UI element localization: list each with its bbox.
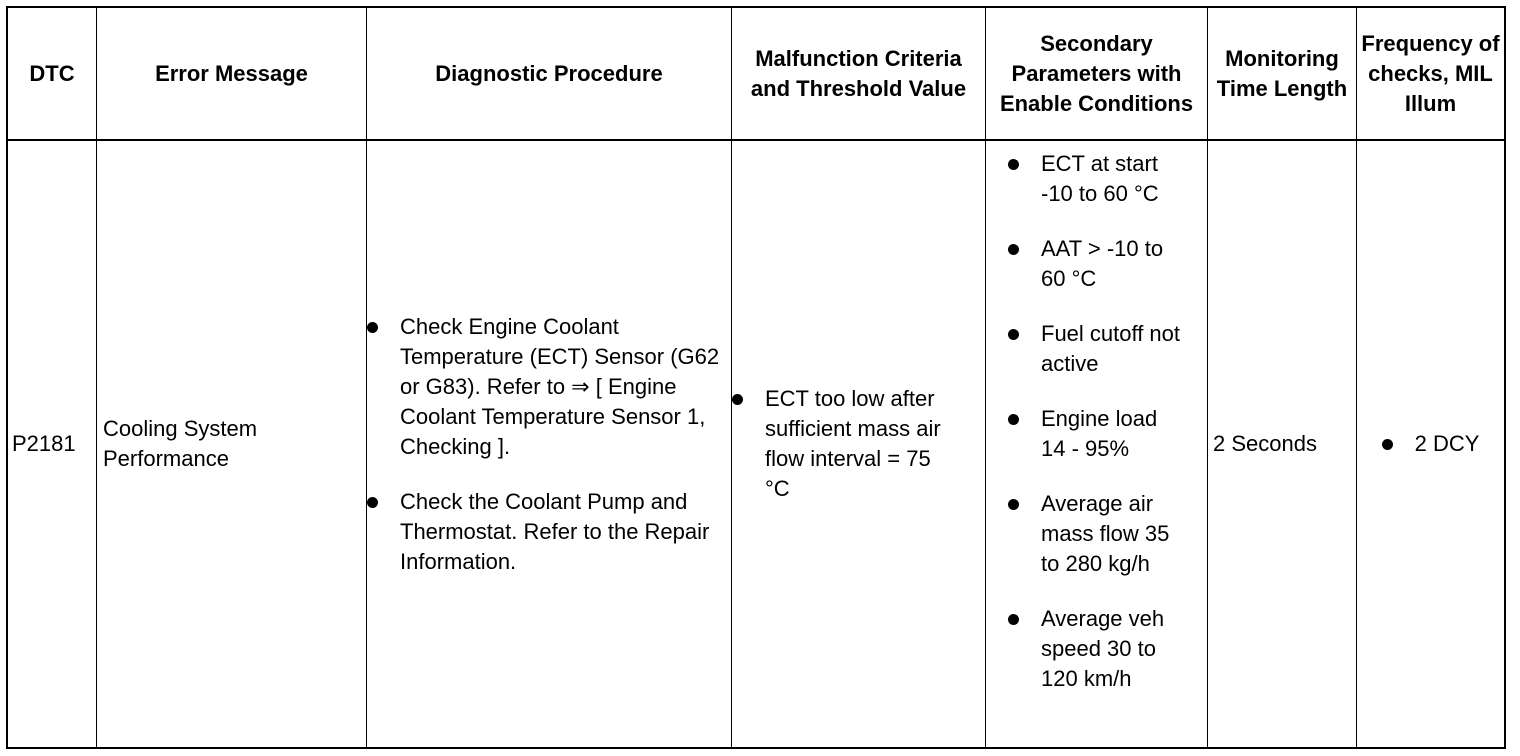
header-monitoring-time: Monitoring Time Length [1208,8,1357,139]
secondary-parameter: Average veh speed 30 to 120 km/h [1041,606,1165,691]
bullet-icon [1008,329,1019,340]
header-frequency: Frequency of checks, MIL Illum [1361,30,1500,116]
secondary-parameter: Average air mass flow 35 to 280 kg/h [1041,491,1170,576]
dtc-code: P2181 [12,431,76,456]
header-secondary-parameters: Secondary Parameters with Enable Conditions [986,8,1208,139]
secondary-parameters-cell [986,141,1208,747]
list-item [367,312,731,462]
header-error-message: Error Message [97,8,367,139]
bullet-icon [1008,244,1019,255]
list-item [1008,489,1171,579]
list-item [1008,604,1171,694]
bullet-icon [1008,614,1019,625]
secondary-parameter: Fuel cutoff not active [1041,321,1181,376]
monitoring-time-cell [1208,141,1357,747]
diagnostic-procedure-list [367,312,731,577]
bullet-icon [1008,159,1019,170]
list-item [1008,404,1171,464]
header-dtc: DTC [8,8,97,139]
monitoring-time: 2 Seconds [1213,431,1317,456]
bullet-icon [367,497,378,508]
bullet-icon [732,394,743,405]
bullet-icon [1008,499,1019,510]
bullet-icon [367,322,378,333]
dtc-table [6,6,1506,749]
bullet-icon [1008,414,1019,425]
frequency-cell [1357,141,1504,747]
diagnostic-step: Check the Coolant Pump and Thermostat. Refer to the Repair Information. [400,488,710,574]
secondary-parameters-list [1008,149,1203,694]
list-item [367,487,731,577]
list-item [1008,149,1171,209]
frequency-value: 2 DCY [1414,431,1480,456]
list-item [1008,234,1171,294]
malfunction-criteria-text: ECT too low after sufficient mass air flow interval = 75 °C [765,386,941,501]
malfunction-criteria-cell [732,141,986,747]
table-header-row [8,8,1504,141]
malfunction-criteria-list [732,384,945,504]
list-item [1008,319,1181,379]
header-diagnostic-procedure: Diagnostic Procedure [367,8,732,139]
frequency-list [1357,429,1504,459]
secondary-parameter: ECT at start -10 to 60 °C [1041,151,1159,206]
error-message-cell [97,141,367,747]
bullet-icon [1382,439,1393,450]
error-message: Cooling System Performance [103,416,258,471]
table-row [8,141,1504,747]
header-malfunction-criteria: Malfunction Criteria and Threshold Value [732,8,986,139]
secondary-parameter: Engine load 14 - 95% [1041,406,1158,461]
diagnostic-procedure-cell [367,141,732,747]
secondary-parameter: AAT > -10 to 60 °C [1041,236,1164,291]
dtc-code-cell [8,141,97,747]
list-item [732,384,945,504]
list-item [1382,429,1480,459]
diagnostic-step: Check Engine Coolant Temperature (ECT) Sensor (G62 or G83). Refer to ⇒ [ Engine Coolant Temperature Sensor 1, Checking ]. [400,313,720,459]
